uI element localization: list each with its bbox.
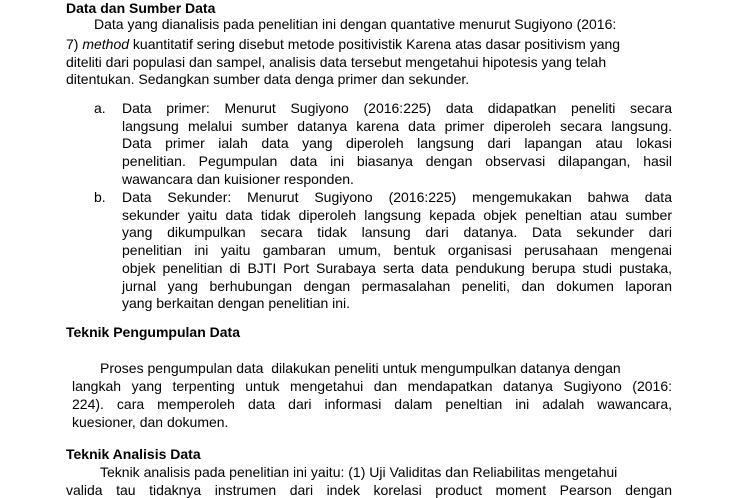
list-item-line: yang berkaitan dengan penelitian ini. — [122, 295, 351, 311]
section-heading: Data dan Sumber Data — [66, 0, 216, 16]
paragraph-line: diteliti dari populasi dan sampel, analisis data tersebut mengetahui hipotesis yang telah — [66, 54, 607, 70]
section-heading: Teknik Pengumpulan Data — [66, 324, 240, 340]
paragraph-line: valida tau tidaknya instrumen dari indek korelasi product moment Pearson dengan — [66, 482, 672, 498]
paragraph-line: Teknik analisis pada penelitian ini yaitu: (1) Uji Validitas dan Reliabilitas mengetahui — [100, 464, 618, 480]
list-item-line: Data primer: Menurut Sugiyono (2016:225) data didapatkan peneliti secara — [122, 100, 672, 116]
list-item-line: sekunder yaitu data tidak diperoleh langsung kepada objek peneltian atau sumber — [122, 207, 672, 223]
list-item-line: jurnal yang berhubungan dengan permasalahan peneliti, dan dokumen laporan — [122, 278, 672, 294]
list-item-line: penelitian ini yaitu gambaran umum, bentuk organisasi perusahaan mengenai — [122, 242, 672, 258]
list-item-line: langsung melalui sumber datanya karena data primer diperoleh secara langsung. — [122, 118, 672, 134]
list-marker: b. — [94, 189, 106, 205]
paragraph-line: Proses pengumpulan data dilakukan peneliti untuk mengumpulkan datanya dengan — [100, 360, 621, 376]
paragraph-text: 7) — [66, 36, 83, 52]
paragraph-text: kuantitatif sering disebut metode positivistik Karena atas dasar positivism yang — [129, 36, 621, 52]
italic-term: method — [82, 36, 130, 52]
list-item-line: objek penelitian di BJTI Port Surabaya serta data pendukung berupa studi pustaka, — [122, 260, 672, 276]
paragraph-line: langkah yang terpenting untuk mengetahui dan mendapatkan datanya Sugiyono (2016: — [72, 378, 672, 394]
section-heading: Teknik Analisis Data — [66, 446, 201, 462]
list-item-line: yang dikumpulkan secara tidak lansung dari datanya. Data sekunder dari — [122, 224, 672, 240]
paragraph-line: Data yang dianalisis pada penelitian ini dengan quantative menurut Sugiyono (2016: — [94, 16, 617, 32]
paragraph-line: 224). cara memperoleh data dari informasi dalam peneltian ini adalah wawancara, — [72, 396, 672, 412]
list-item-line: Data primer ialah data yang diperoleh langsung dari lapangan atau lokasi — [122, 135, 672, 151]
paragraph-line — [66, 36, 620, 52]
paragraph-line: ditentukan. Sedangkan sumber data denga primer dan sekunder. — [66, 71, 470, 87]
list-marker: a. — [94, 100, 106, 116]
list-item-line: wawancara dan kuisioner responden. — [122, 171, 354, 187]
paragraph-line: kuesioner, dan dokumen. — [72, 414, 229, 430]
list-item-line: Data Sekunder: Menurut Sugiyono (2016:225) mengemukakan bahwa data — [122, 189, 672, 205]
list-item-line: penelitian. Pegumpulan data ini biasanya dengan observasi dilapangan, hasil — [122, 153, 672, 169]
